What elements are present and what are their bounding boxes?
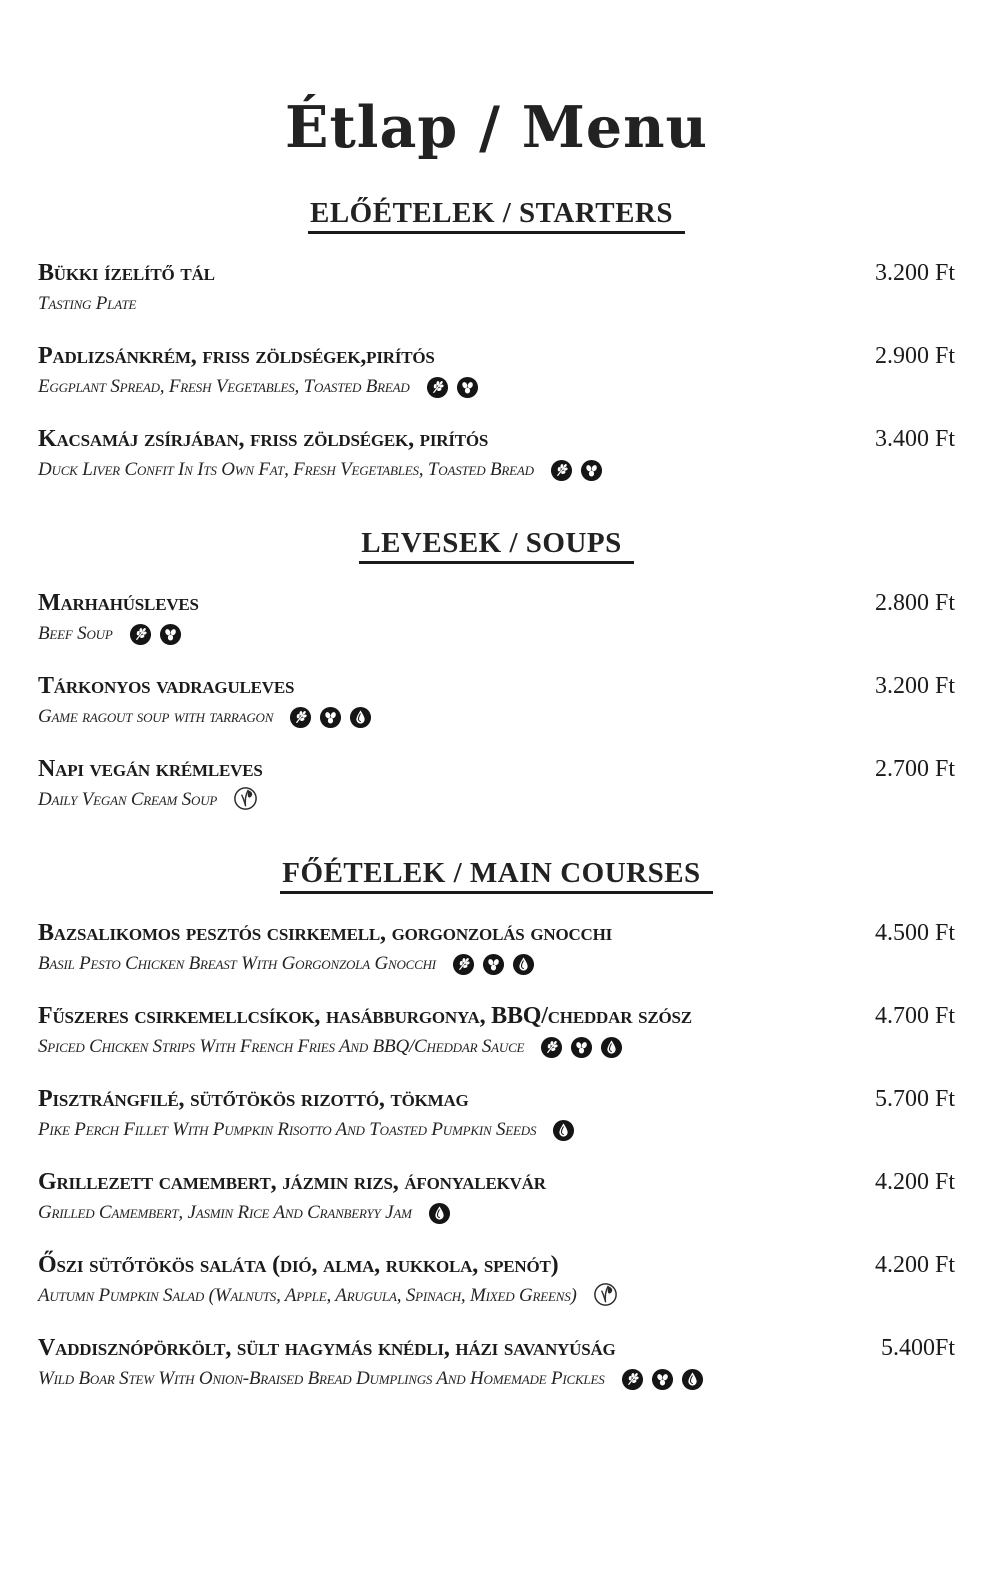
gluten-icon	[550, 459, 573, 482]
gluten-icon	[129, 623, 152, 646]
allergen-icon-group	[426, 376, 479, 399]
milk-icon	[681, 1368, 704, 1391]
item-price: 4.700 Ft	[874, 1003, 955, 1030]
item-desc-row	[38, 1283, 955, 1309]
gluten-icon	[621, 1368, 644, 1391]
menu-item	[38, 1333, 955, 1392]
milk-icon	[428, 1202, 451, 1225]
allergen-icon-group	[428, 1202, 451, 1225]
item-desc-row	[38, 787, 955, 813]
gluten-icon	[540, 1036, 563, 1059]
item-top-row	[38, 588, 955, 618]
item-description: Grilled Camembert, Jasmin Rice And Cranberyy Jam	[38, 1202, 412, 1224]
section-heading-row	[38, 857, 955, 918]
menu-sections	[38, 197, 955, 1392]
allergen-icon-group	[289, 706, 372, 729]
item-price: 4.200 Ft	[874, 1169, 955, 1196]
item-top-row	[38, 671, 955, 701]
item-top-row	[38, 1250, 955, 1280]
item-desc-row	[38, 291, 955, 317]
menu-section	[38, 197, 955, 483]
item-top-row	[38, 754, 955, 784]
item-description: Daily Vegan Cream Soup	[38, 789, 218, 811]
menu-item	[38, 671, 955, 730]
item-name: Padlizsánkrém, friss zöldségek,pirítós	[38, 343, 435, 370]
menu-page	[0, 92, 1000, 1392]
item-description: Game ragout soup with tarragon	[38, 706, 274, 728]
item-description: Spiced Chicken Strips With French Fries And BBQ/Cheddar Sauce	[38, 1036, 525, 1058]
section-items	[38, 918, 955, 1392]
item-name: Őszi sütőtökös saláta (dió, alma, rukkola, spenót)	[38, 1252, 559, 1279]
allergen-icon-group	[129, 623, 182, 646]
milk-icon	[512, 953, 535, 976]
egg-icon	[159, 623, 182, 646]
item-price: 4.200 Ft	[874, 1252, 955, 1279]
allergen-icon-group	[540, 1036, 623, 1059]
item-description: Duck Liver Confit In Its Own Fat, Fresh Vegetables, Toasted Bread	[38, 459, 534, 481]
menu-item	[38, 1250, 955, 1309]
item-name: Bükki ízelítő tál	[38, 260, 215, 287]
item-top-row	[38, 341, 955, 371]
item-desc-row	[38, 1200, 955, 1226]
item-desc-row	[38, 704, 955, 730]
menu-item	[38, 424, 955, 483]
menu-title: Étlap / Menu	[285, 94, 708, 161]
item-price: 2.800 Ft	[874, 590, 955, 617]
section-heading-row	[38, 197, 955, 258]
item-top-row	[38, 258, 955, 288]
item-price: 2.700 Ft	[874, 756, 955, 783]
item-price: 4.500 Ft	[874, 920, 955, 947]
item-price: 3.400 Ft	[874, 426, 955, 453]
menu-item	[38, 754, 955, 813]
item-name: Pisztrángfilé, sütőtökös rizottó, tökmag	[38, 1086, 469, 1113]
item-desc-row	[38, 457, 955, 483]
allergen-icon-group	[621, 1368, 704, 1391]
allergen-icon-group	[552, 1119, 575, 1142]
item-description: Autumn Pumpkin Salad (Walnuts, Apple, Arugula, Spinach, Mixed Greens)	[38, 1285, 577, 1307]
item-desc-row	[38, 1366, 955, 1392]
item-price: 3.200 Ft	[874, 673, 955, 700]
milk-icon	[349, 706, 372, 729]
item-name: Kacsamáj zsírjában, friss zöldségek, pirítós	[38, 426, 489, 453]
item-description: Tasting Plate	[38, 293, 137, 315]
egg-icon	[580, 459, 603, 482]
item-desc-row	[38, 621, 955, 647]
item-name: Marhahúsleves	[38, 590, 199, 617]
item-price: 5.400Ft	[880, 1335, 955, 1362]
gluten-icon	[289, 706, 312, 729]
item-description: Basil Pesto Chicken Breast With Gorgonzola Gnocchi	[38, 953, 436, 975]
section-heading: FŐÉTELEK / MAIN COURSES	[280, 857, 712, 894]
item-description: Wild Boar Stew With Onion-Braised Bread Dumplings And Homemade Pickles	[38, 1368, 605, 1390]
egg-icon	[319, 706, 342, 729]
vegan-icon	[593, 1282, 618, 1307]
item-top-row	[38, 1333, 955, 1363]
gluten-icon	[426, 376, 449, 399]
item-top-row	[38, 918, 955, 948]
section-items	[38, 588, 955, 813]
vegan-icon	[233, 786, 258, 811]
menu-section	[38, 527, 955, 813]
item-name: Fűszeres csirkemellcsíkok, hasábburgonya, BBQ/cheddar szósz	[38, 1003, 692, 1030]
menu-item	[38, 341, 955, 400]
item-price: 2.900 Ft	[874, 343, 955, 370]
section-heading: LEVESEK / SOUPS	[359, 527, 634, 564]
item-name: Bazsalikomos pesztós csirkemell, gorgonzolás gnocchi	[38, 920, 613, 947]
item-top-row	[38, 1084, 955, 1114]
egg-icon	[482, 953, 505, 976]
item-description: Pike Perch Fillet With Pumpkin Risotto And Toasted Pumpkin Seeds	[38, 1119, 537, 1141]
item-price: 5.700 Ft	[874, 1086, 955, 1113]
item-desc-row	[38, 374, 955, 400]
menu-item	[38, 588, 955, 647]
milk-icon	[552, 1119, 575, 1142]
item-price: 3.200 Ft	[874, 260, 955, 287]
allergen-icon-group	[593, 1286, 618, 1307]
item-name: Napi vegán krémleves	[38, 756, 263, 783]
section-items	[38, 258, 955, 483]
milk-icon	[600, 1036, 623, 1059]
item-top-row	[38, 1001, 955, 1031]
item-description: Beef Soup	[38, 623, 113, 645]
item-desc-row	[38, 1117, 955, 1143]
item-name: Vaddisznópörkölt, sült hagymás knédli, házi savanyúság	[38, 1335, 616, 1362]
egg-icon	[456, 376, 479, 399]
allergen-icon-group	[233, 790, 258, 811]
egg-icon	[651, 1368, 674, 1391]
allergen-icon-group	[550, 459, 603, 482]
menu-item	[38, 258, 955, 317]
item-top-row	[38, 424, 955, 454]
item-desc-row	[38, 1034, 955, 1060]
menu-item	[38, 918, 955, 977]
section-heading-row	[38, 527, 955, 588]
allergen-icon-group	[452, 953, 535, 976]
item-name: Tárkonyos vadraguleves	[38, 673, 295, 700]
menu-section	[38, 857, 955, 1392]
menu-item	[38, 1001, 955, 1060]
menu-item	[38, 1084, 955, 1143]
item-top-row	[38, 1167, 955, 1197]
item-name: Grillezett camembert, jázmin rizs, áfonyalekvár	[38, 1169, 546, 1196]
item-desc-row	[38, 951, 955, 977]
menu-item	[38, 1167, 955, 1226]
egg-icon	[570, 1036, 593, 1059]
section-heading: ELŐÉTELEK / STARTERS	[308, 197, 685, 234]
gluten-icon	[452, 953, 475, 976]
item-description: Eggplant Spread, Fresh Vegetables, Toasted Bread	[38, 376, 410, 398]
